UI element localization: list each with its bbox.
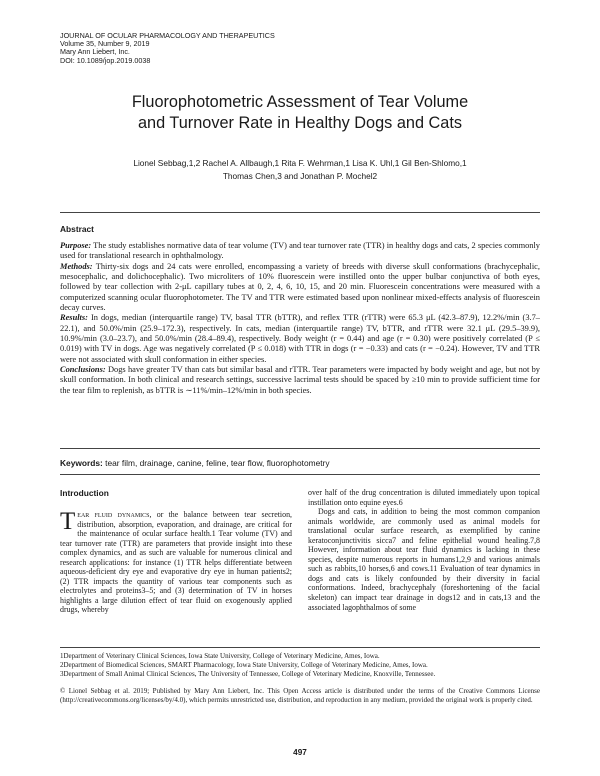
methods-label: Methods: [60, 261, 93, 271]
author-names-2: Thomas Chen,3 and Jonathan P. Mochel2 [222, 171, 378, 181]
abstract-purpose [60, 241, 540, 262]
column-right [308, 488, 540, 612]
footnote-1: 1Department of Veterinary Clinical Sciences, Iowa State University, College of Veterinary Medicine, Ames, Iowa. [60, 652, 380, 660]
methods-text: Thirty-six dogs and 24 cats were enrolled, encompassing a variety of breeds with diverse skull conformations (brachycephalic, mesocephalic, and dolichocephalic). Two microliters of 10% fluorescein were instilled onto the upper bulbar conjunctiva of both eyes, followed by tear collection with 2-μL capillary tubes at 0, 2, 4, 6, 10, 15, and 20 min. Fluorescein concentrations were measured with a computerized scanning ocular fluorophotometer. The TV and TTR were estimated based upon nonlinear mixed-effects analysis of fluorescein decay curves. [60, 261, 540, 313]
lead-in-smallcaps: ear fluid dynamics [77, 510, 150, 519]
keywords [60, 458, 540, 468]
authors-line-1 [60, 157, 540, 170]
keywords-text: tear film, drainage, canine, feline, tear flow, fluorophotometry [102, 458, 330, 468]
purpose-label: Purpose: [60, 241, 92, 250]
divider-intro [60, 474, 540, 475]
journal-doi[interactable]: DOI: 10.1089/jop.2019.0038 [60, 55, 151, 65]
column-left [60, 510, 292, 615]
results-label: Results: [60, 313, 88, 323]
results-text: In dogs, median (interquartile range) TV, basal TTR (bTTR), and reflex TTR (rTTR) were 65.3 μL (42.3–87.9), 12.2%/min (3.7–22.1), and 50.0%/min (25.9–172.3), respectively. In cats, median (interquartile range) TV, bTTR, and rTTR were 32.1 μL (29.5–39.9), 10.9%/min (3.0–23.7), and 50.0%/min (28.4–89.4), respectively. Body weight (r = 0.44) and age (r = 0.30) were positively correlated (P ≤ 0.019) with TV in dogs. Age was negatively correlated (P ≤ 0.018) with TTR in dogs (r = −0.33) and cats (r = −0.24). However, TV and TTR were not associated with skull conformation in either species. [60, 313, 540, 364]
abstract-body [60, 241, 540, 396]
footnote-3: 3Department of Small Animal Clinical Sciences, The University of Tennessee, College of Veterinary Medicine, Knoxville, Tennessee. [60, 669, 436, 678]
intro-col1-text: , or the balance between tear secretion, distribution, absorption, evaporation, and drainage, are critical for the maintenance of ocular surface health.1 Tear volume (TV) and tear turnover rate (TTR) are parameters that provide insight into these complex dynamics, and as such are valuable for numerous clinical and research applications: for instance (1) TTR helps differentiate between aqueous-deficient dry eye and evaporative dry eye in human patients2; (2) TTR impacts the quantity of various tear components such as electrolytes and proteins3–5; and (3) determination of TV in horses highlights a large dilution effect of tear fluid on exogenously applied drugs, whereby [60, 510, 292, 615]
title-line-1: Fluorophotometric Assessment of Tear Volume [131, 93, 469, 111]
abstract-results [60, 313, 540, 365]
footnote-2: 2Department of Biomedical Sciences, SMART Pharmacology, Iowa State University, College of Veterinary Medicine, Ames, Iowa. [60, 660, 428, 669]
article-title [60, 92, 540, 134]
keywords-label: Keywords: [60, 458, 103, 468]
abstract-heading: Abstract [60, 224, 94, 234]
abstract-methods [60, 262, 540, 314]
divider-top [60, 212, 540, 213]
license-statement: © Lionel Sebbag et al. 2019; Published by Mary Ann Liebert, Inc. This Open Access article is distributed under the terms of the Creative Commons License (http://creativecommons.org/licenses/by/4.0), which permits unrestricted use, distribution, and reproduction in any medium, provided the original work is properly cited. [60, 687, 540, 704]
introduction-heading: Introduction [60, 488, 109, 498]
page-number: 497 [293, 748, 307, 757]
intro-paragraph-2: Dogs and cats, in addition to being the most common companion animals worldwide, are commonly used as animal models for translational ocular surface research, as exemplified by canine keratoconjunctivitis sicca7 and feline epithelial wound healing.7,8 However, information about tear fluid dynamics is lacking in these species, despite numerous reports in humans1,2,9 and various animals such as rabbits,10 horses,6 and cows.11 Evaluation of tear dynamics in dogs and cats is likely confounded by their diversity in facial conformations. Indeed, brachycephaly (foreshortening of the facial skeleton) can impact tear drainage in dogs12 and in cats,13 and the associated lagophthalmos of some [308, 507, 540, 612]
journal-header [60, 32, 275, 65]
journal-volume: Volume 35, Number 9, 2019 [60, 39, 150, 49]
intro-paragraph-cont: over half of the drug concentration is diluted immediately upon topical instillation onto equine eyes.6 [308, 488, 540, 507]
journal-publisher: Mary Ann Liebert, Inc. [60, 47, 130, 57]
divider-keywords [60, 448, 540, 449]
affiliation-footnotes [60, 652, 540, 678]
footnote-divider [60, 647, 540, 648]
purpose-text: The study establishes normative data of tear volume (TV) and tear turnover rate (TTR) in healthy dogs and cats, 2 species commonly used for translational research in ophthalmology. [60, 241, 540, 261]
journal-name: JOURNAL OF OCULAR PHARMACOLOGY AND THERAPEUTICS [60, 31, 275, 40]
drop-cap: T [60, 508, 76, 535]
author-list [60, 157, 540, 183]
abstract-conclusions [60, 365, 540, 396]
authors-line-2 [60, 170, 540, 183]
intro-paragraph-1 [60, 510, 292, 615]
author-names-1: Lionel Sebbag,1,2 Rachel A. Allbaugh,1 Rita F. Wehrman,1 Lisa K. Uhl,1 Gil Ben-Shlomo,1 [133, 158, 467, 168]
conclusions-text: Dogs have greater TV than cats but similar basal and rTTR. Tear parameters were impacted by body weight and age, but not by skull conformation. In both clinical and research settings, successive lacrimal tests should be spaced by ≥10 min to provide sufficient time for the tear film to replenish, as bTTR is ∼11%/min–12%/min in both species. [60, 365, 540, 395]
conclusions-label: Conclusions: [60, 365, 106, 375]
title-line-2: and Turnover Rate in Healthy Dogs and Cats [138, 114, 462, 132]
